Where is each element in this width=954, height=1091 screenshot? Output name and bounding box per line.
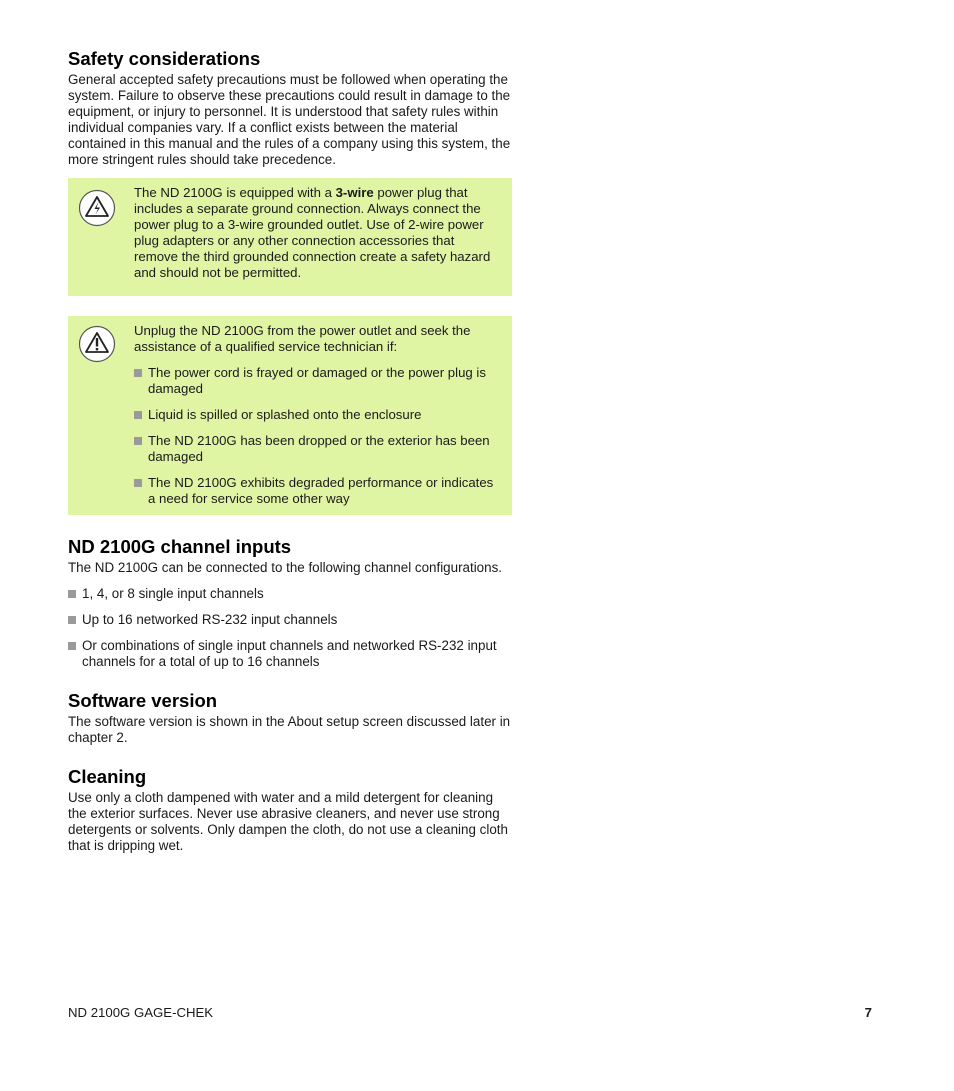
software-section — [68, 690, 513, 746]
warning-box-ground — [68, 178, 512, 296]
safety-body: General accepted safety precautions must be followed when operating the system. Failure to observe these precautions could result in damage to the equipment, or injury to personnel. It is understood that safety rules within individual companies vary. If a conflict exists between the material contained in this manual and the rules of a company using this system, the more stringent rules should take precedence. — [68, 72, 511, 167]
cleaning-heading: Cleaning — [68, 766, 147, 787]
cleaning-body: Use only a cloth dampened with water and a mild detergent for cleaning the exterior surfaces. Never use abrasive cleaners, and never use strong detergents or solvents. Only dampen the cloth, do not use a cleaning cloth that is dripping wet. — [68, 790, 508, 853]
warning-service-intro: Unplug the ND 2100G from the power outlet and seek the assistance of a qualified service technician if: — [134, 323, 471, 354]
list-item: 1, 4, or 8 single input channels — [68, 586, 513, 602]
list-item: The ND 2100G has been dropped or the exterior has been damaged — [134, 433, 500, 465]
channels-list — [68, 586, 513, 670]
list-item: Or combinations of single input channels and networked RS-232 input channels for a total of up to 16 channels — [68, 638, 513, 670]
caution-icon — [78, 325, 116, 363]
safety-section — [68, 48, 513, 168]
electrical-hazard-icon — [78, 189, 116, 227]
software-body: The software version is shown in the About setup screen discussed later in chapter 2. — [68, 714, 511, 745]
warning-box-service — [68, 316, 512, 515]
cleaning-section — [68, 766, 513, 854]
list-item: Up to 16 networked RS-232 input channels — [68, 612, 513, 628]
page-content — [68, 48, 513, 874]
warning-ground-text: The ND 2100G is equipped with a 3-wire power plug that includes a separate ground connection. Always connect the power plug to a 3-wire grounded outlet. Use of 2-wire power plug adapters or any other connection accessories that remove the third grounded connection create a safety hazard and should not be permitted. — [134, 185, 491, 280]
warning-service-list — [134, 365, 500, 507]
page-number: 7 — [864, 1005, 872, 1020]
channels-section — [68, 536, 513, 670]
footer-title: ND 2100G GAGE-CHEK — [68, 1005, 214, 1020]
list-item: Liquid is spilled or splashed onto the enclosure — [134, 407, 500, 423]
channels-body: The ND 2100G can be connected to the following channel configurations. — [68, 560, 502, 575]
warning-ground-bold: 3-wire — [335, 185, 374, 200]
list-item: The ND 2100G exhibits degraded performance or indicates a need for service some other way — [134, 475, 500, 507]
software-heading: Software version — [68, 690, 218, 711]
list-item: The power cord is frayed or damaged or the power plug is damaged — [134, 365, 500, 397]
safety-heading: Safety considerations — [68, 48, 261, 69]
channels-heading: ND 2100G channel inputs — [68, 536, 292, 557]
